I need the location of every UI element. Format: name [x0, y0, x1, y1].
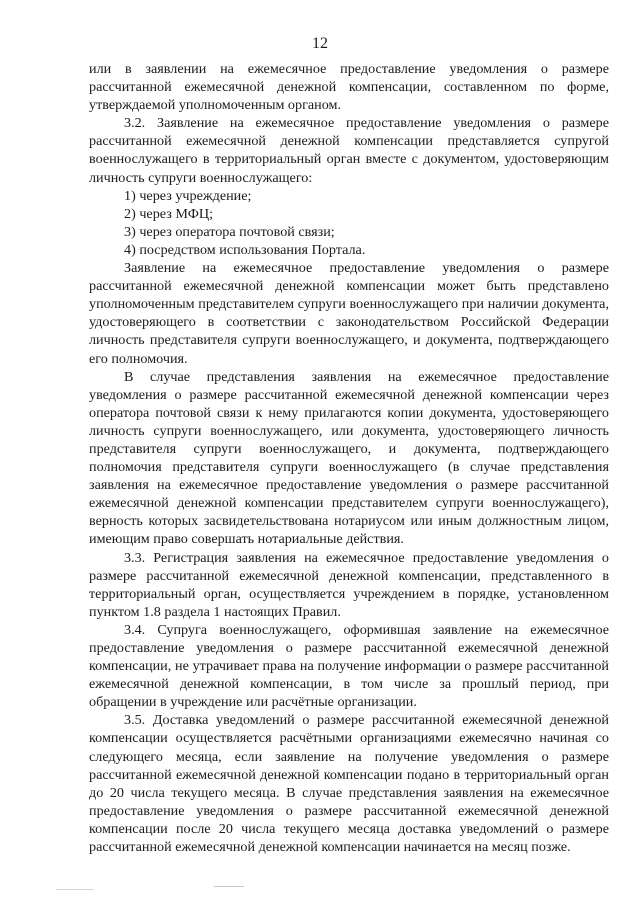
- page-number: 12: [312, 35, 328, 52]
- section-3-2-paragraph: 3.2. Заявление на ежемесячное предоставление уведомления о размере рассчитанной ежемесячной денежной компенсации представляется супругой военнослужащего в территориальный орган вместе с документом, удостоверяющим личность супруги военнослужащего:: [89, 115, 609, 186]
- list-item-mfc: 2) через МФЦ;: [124, 205, 214, 222]
- list-item-postal-operator: 3) через оператора почтовой связи;: [124, 223, 335, 240]
- document-text: [89, 60, 609, 856]
- bottom-scan-mark-2: [214, 886, 244, 887]
- bottom-scan-mark: [56, 889, 94, 890]
- section-3-5-paragraph: 3.5. Доставка уведомлений о размере рассчитанной ежемесячной денежной компенсации осуществляется расчётными организациями ежемесячно начиная со следующего месяца, если заявление на получение уведомления о размере рассчитанной ежемесячной денежной компенсации подано в территориальный орган до 20 числа текущего месяца. В случае представления заявления на ежемесячное предоставление уведомления о размере рассчитанной ежемесячной денежной компенсации после 20 числа текущего месяца доставка уведомлений о размере рассчитанной ежемесячной денежной компенсации начинается на месяц позже.: [89, 712, 609, 856]
- list-item-portal: 4) посредством использования Портала.: [124, 241, 366, 258]
- section-3-4-paragraph: 3.4. Супруга военнослужащего, оформившая заявление на ежемесячное предоставление уведомления о размере рассчитанной ежемесячной денежной компенсации, не утрачивает права на получение информации о размере рассчитанной ежемесячной денежной компенсации, в том числе за прошлый период, при обращении в учреждение или расчётные организации.: [89, 621, 609, 711]
- representative-paragraph: Заявление на ежемесячное предоставление уведомления о размере рассчитанной ежемесячной денежной компенсации может быть представлено уполномоченным представителем супруги военнослужащего при наличии документа, удостоверяющего в соответствии с законодательством Российской Федерации личность представителя супруги военнослужащего, и документа, подтверждающего его полномочия.: [89, 260, 609, 367]
- list-item-institution: 1) через учреждение;: [124, 187, 252, 204]
- postal-submission-paragraph: В случае представления заявления на ежемесячное предоставление уведомления о размере рассчитанной ежемесячной денежной компенсации через оператора почтовой связи к нему прилагаются копии документа, удостоверяющего личность супруги военнослужащего, или документа, удостоверяющего личность представителя супруги военнослужащего, и документа, подтверждающего полномочия представителя супруги военнослужащего (в случае представления заявления на ежемесячное предоставление уведомления о размере рассчитанной ежемесячной денежной компенсации представителем супруги военнослужащего), верность которых засвидетельствована нотариусом или иным должностным лицом, имеющим право совершать нотариальные действия.: [89, 368, 609, 548]
- section-3-3-paragraph: 3.3. Регистрация заявления на ежемесячное предоставление уведомления о размере рассчитанной ежемесячной денежной компенсации, представленного в территориальный орган, осуществляется учреждением в порядке, установленном пунктом 1.8 раздела 1 настоящих Правил.: [89, 549, 609, 620]
- continuation-paragraph: или в заявлении на ежемесячное предоставление уведомления о размере рассчитанной ежемесячной денежной компенсации, составленном по форме, утверждаемой уполномоченным органом.: [89, 61, 609, 114]
